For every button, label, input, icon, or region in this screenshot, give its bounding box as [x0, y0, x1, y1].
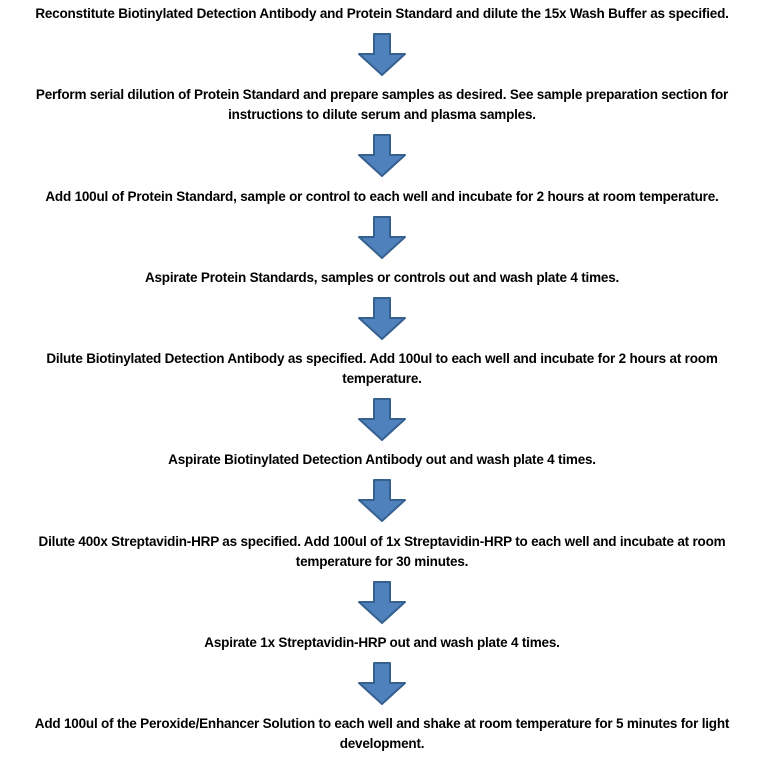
down-arrow-icon	[357, 479, 407, 522]
step-text-4: Aspirate Protein Standards, samples or controls out and wash plate 4 times.	[144, 269, 620, 285]
down-arrow-icon	[357, 297, 407, 340]
step-text-1: Reconstitute Biotinylated Detection Antibody and Protein Standard and dilute the 15x Wash Buffer as specified.	[35, 6, 729, 21]
step-text-7: Dilute 400x Streptavidin-HRP as specified. Add 100ul of 1x Streptavidin-HRP to each well and incubate at room temperature for 30 minutes.	[38, 533, 726, 569]
down-arrow-icon	[357, 662, 407, 705]
down-arrow-icon	[357, 216, 407, 259]
step-text-3: Add 100ul of Protein Standard, sample or control to each well and incubate for 2 hours at room temperature.	[45, 188, 719, 204]
down-arrow-icon	[357, 33, 407, 76]
step-text-9: Add 100ul of the Peroxide/Enhancer Solution to each well and shake at room temperature for 5 minutes for light development.	[34, 716, 730, 751]
step-text-8: Aspirate 1x Streptavidin-HRP out and wash plate 4 times.	[204, 634, 560, 650]
step-text-6: Aspirate Biotinylated Detection Antibody out and wash plate 4 times.	[168, 452, 596, 468]
down-arrow-icon	[357, 398, 407, 441]
down-arrow-icon	[357, 134, 407, 177]
down-arrow-icon	[357, 581, 407, 624]
step-text-2: Perform serial dilution of Protein Standard and prepare samples as desired. See sample preparation section for instructions to dilute serum and plasma samples.	[35, 87, 729, 123]
step-text-5: Dilute Biotinylated Detection Antibody as specified. Add 100ul to each well and incubate for 2 hours at room temperature.	[46, 351, 718, 386]
